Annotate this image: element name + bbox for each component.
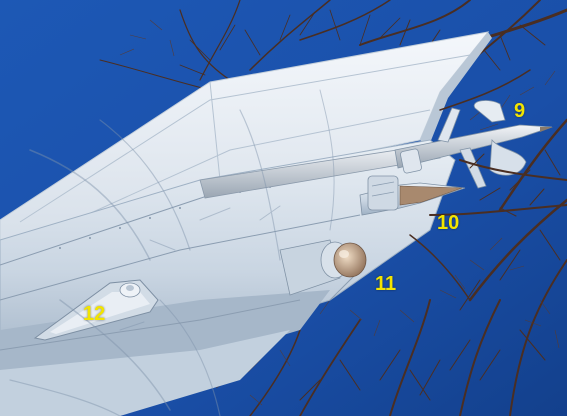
callout-label-11: 11 <box>375 273 397 295</box>
callout-label-9: 9 <box>514 100 526 122</box>
callout-label-10: 10 <box>437 212 460 234</box>
callout-label-12: 12 <box>83 303 106 325</box>
